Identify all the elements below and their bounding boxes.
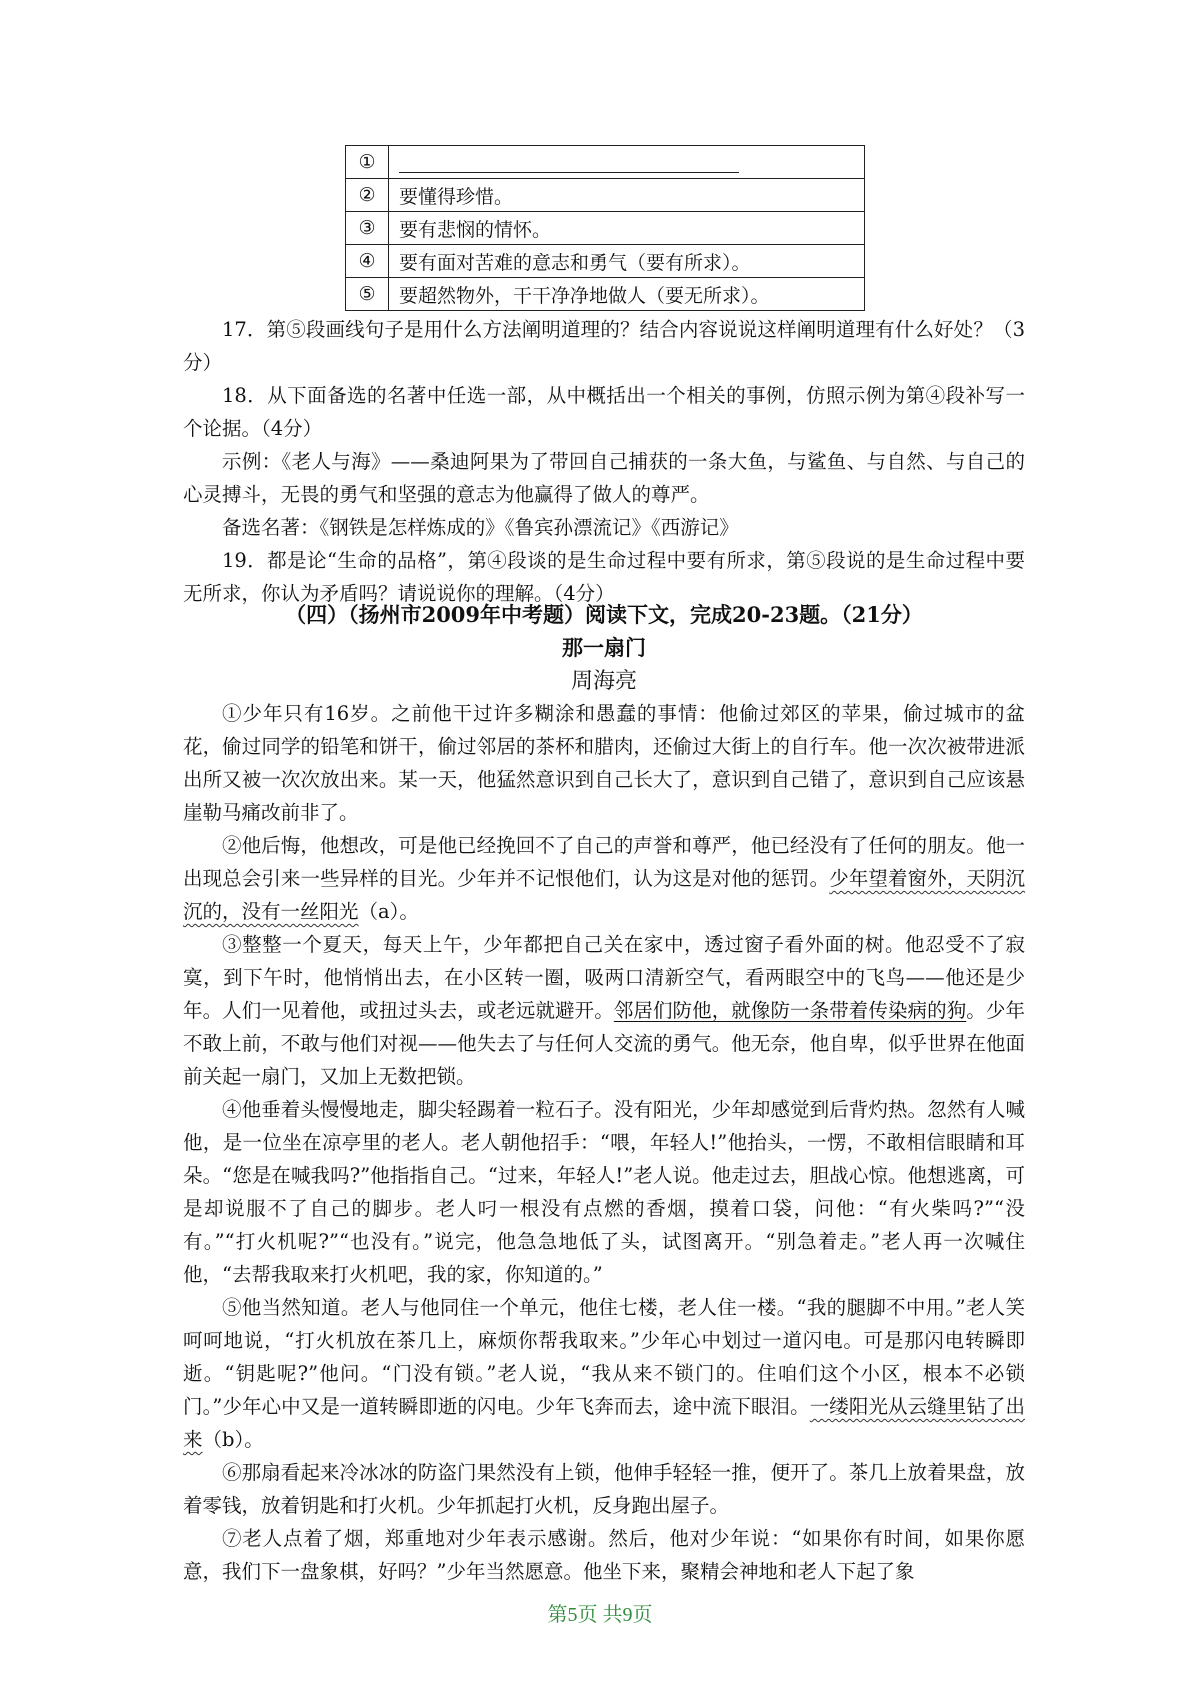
table-row: [346, 179, 865, 212]
paragraph-2: [183, 829, 1025, 928]
marker-b: （b）。: [202, 1428, 264, 1451]
paragraph-5-text: ⑤他当然知道。老人与他同住一个单元，他住七楼，老人住一楼。“我的腿脚不中用。”老人笑呵呵地说，“打火机放在茶几上，麻烦你帮我取来。”少年心中划过一道闪电。可是那闪电转瞬即逝。“钥匙呢?”他问。“门没有锁。”老人说，“我从来不锁门的。住咱们这个小区，根本不必锁门。”少年心中又是一道转瞬即逝的闪电。少年飞奔而去，途中流下眼泪。: [183, 1296, 1025, 1418]
questions-block: [183, 313, 1025, 610]
article-author: 周海亮: [570, 669, 637, 694]
question-17: 17．第⑤段画线句子是用什么方法阐明道理的？结合内容说说这样阐明道理有什么好处？（3分）: [183, 318, 1025, 374]
table-row: [346, 212, 865, 245]
question-19: 19．都是论“生命的品格”，第④段谈的是生命过程中要有所求，第⑤段说的是生命过程中要无所求，你认为矛盾吗？请说说你的理解。（4分）: [183, 549, 1025, 605]
paragraph-1: ①少年只有16岁。之前他干过许多糊涂和愚蠢的事情：他偷过郊区的苹果，偷过城市的盆花，偷过同学的铅笔和饼干，偷过邻居的茶杯和腊肉，还偷过大街上的自行车。他一次次被带进派出所又被一次次放出来。某一天，他猛然意识到自己长大了，意识到自己错了，意识到自己应该悬崖勒马痛改前非了。: [183, 702, 1025, 824]
table-row: [346, 245, 865, 278]
row-number: ③: [346, 212, 389, 245]
answer-table: [345, 145, 865, 311]
row-number: ①: [346, 146, 389, 179]
row-number: ②: [346, 179, 389, 212]
paragraph-3-text-end: 。少年不敢上前，不敢与他们对视——他失去了与任何人交流的勇气。他无奈，他自卑，似乎世界在他面前关起一扇门，又加上无数把锁。: [183, 999, 1025, 1088]
question-18-example: 示例：《老人与海》——桑迪阿果为了带回自己捕获的一条大鱼，与鲨鱼、与自然、与自己的心灵搏斗，无畏的勇气和坚强的意志为他赢得了做人的尊严。: [183, 450, 1025, 506]
page-footer: 第5页 共9页: [547, 1604, 653, 1626]
article-body: [183, 697, 1025, 1588]
table-row: [346, 146, 865, 179]
question-18-books: 备选名著：《钢铁是怎样炼成的》《鲁宾孙漂流记》《西游记》: [222, 516, 739, 539]
row-text: 要有面对苦难的意志和勇气（要有所求）。: [389, 245, 865, 278]
table-row: [346, 278, 865, 311]
row-number: ⑤: [346, 278, 389, 311]
paragraph-3: [183, 928, 1025, 1093]
section-heading: （四）（扬州市2009年中考题）阅读下文，完成20-23题。（21分）: [285, 602, 923, 627]
row-text: 要懂得珍惜。: [389, 179, 865, 212]
marker-a: （a）。: [358, 900, 419, 923]
row-number: ④: [346, 245, 389, 278]
row-text: 要超然物外，干干净净地做人（要无所求）。: [389, 278, 865, 311]
wavy-underlined-sentence-b: 一缕阳光从云缝里钻了出来: [183, 1395, 1025, 1451]
fill-in-blank-line: [399, 154, 739, 173]
row-answer-blank: [389, 146, 865, 179]
wavy-underlined-sentence-a: 少年望着窗外，天阴沉沉的，没有一丝阳光: [183, 867, 1025, 923]
paragraph-7: ⑦老人点着了烟，郑重地对少年表示感谢。然后，他对少年说：“如果你有时间，如果你愿意，我们下一盘象棋，好吗？”少年当然愿意。他坐下来，聚精会神地和老人下起了象: [183, 1527, 1025, 1583]
question-18: 18．从下面备选的名著中任选一部，从中概括出一个相关的事例，仿照示例为第④段补写一个论据。（4分）: [183, 384, 1025, 440]
article-title: 那一扇门: [562, 635, 646, 660]
paragraph-4: ④他垂着头慢慢地走，脚尖轻踢着一粒石子。没有阳光，少年却感觉到后背灼热。忽然有人喊他，是一位坐在凉亭里的老人。老人朝他招手：“喂，年轻人!”他抬头，一愣，不敢相信眼睛和耳朵。“您是在喊我吗?”他指指自己。“过来，年轻人!”老人说。他走过去，胆战心惊。他想逃离，可是却说服不了自己的脚步。老人叼一根没有点燃的香烟，摸着口袋，问他：“有火柴吗?”“没有。”“打火机呢?”“也没有。”说完，他急急地低了头，试图离开。“别急着走。”老人再一次喊住他，“去帮我取来打火机吧，我的家，你知道的。”: [183, 1098, 1025, 1286]
paragraph-5: [183, 1291, 1025, 1456]
paragraph-6: ⑥那扇看起来冷冰冰的防盗门果然没有上锁，他伸手轻轻一推，便开了。茶几上放着果盘，放着零钱，放着钥匙和打火机。少年抓起打火机，反身跑出屋子。: [183, 1461, 1025, 1517]
paragraph-3-text: ③整整一个夏天，每天上午，少年都把自己关在家中，透过窗子看外面的树。他忍受不了寂寞，到下午时，他悄悄出去，在小区转一圈，吸两口清新空气，看两眼空中的飞鸟——他还是少年。人们一见着他，或扭过头去，或老远就避开。: [183, 933, 1025, 1022]
underlined-sentence: 邻居们防他，就像防一条带着传染病的狗: [613, 999, 967, 1022]
paragraph-2-text: ②他后悔，他想改，可是他已经挽回不了自己的声誉和尊严，他已经没有了任何的朋友。他一出现总会引来一些异样的目光。少年并不记恨他们，认为这是对他的惩罚。: [183, 834, 1025, 890]
row-text: 要有悲悯的情怀。: [389, 212, 865, 245]
